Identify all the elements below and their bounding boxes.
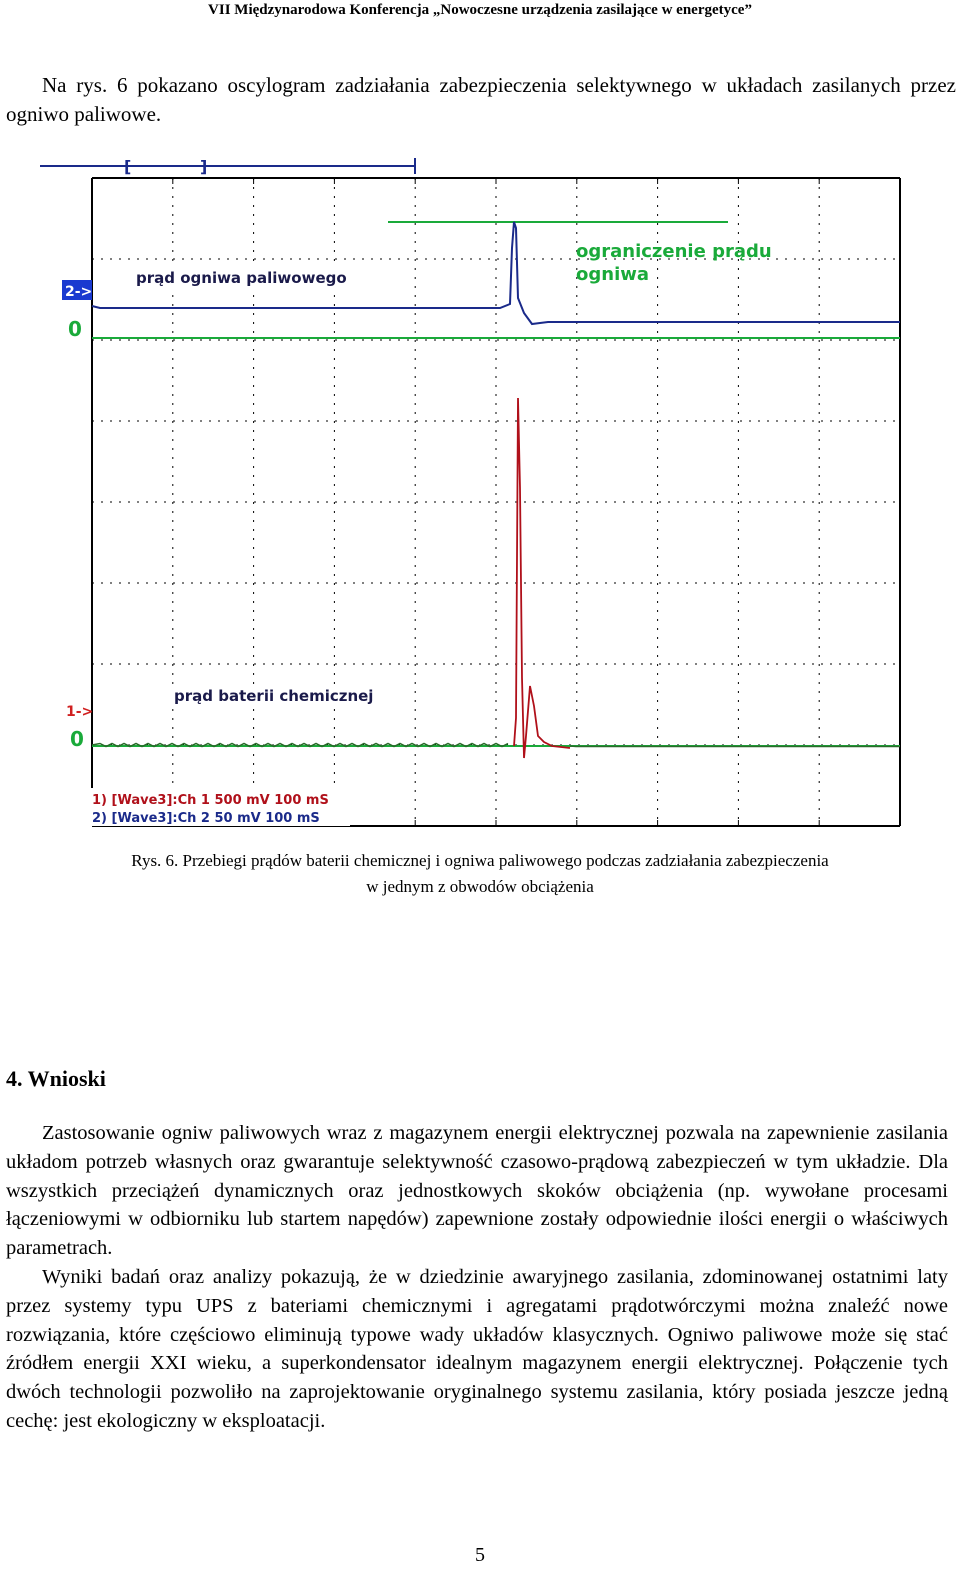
caption-line-1: Rys. 6. Przebiegi prądów baterii chemicznej i ogniwa paliwowego podczas zadziałania zabezpieczenia (131, 851, 829, 870)
status-line-ch1: 1) [Wave3]:Ch 1 500 mV 100 mS (92, 793, 329, 808)
page-number: 5 (475, 1544, 485, 1566)
current-limit-label-line2: ogniwa (576, 264, 650, 285)
paragraph-2: Wyniki badań oraz analizy pokazują, że w dziedzinie awaryjnego zasilania, zdominowanej ostatnimi laty przez systemy typu UPS z bateriami chemicznymi i agregatami prądotwórczymi można znaleźć nowe rozwiązania, które częściowo eliminują typowe wady układów klasycznych. Ogniwo paliwowe może się stać źródłem energii XXI wieku, a superkondensator idealnym magazynem energii elektrycznej. Połączenie tych dwóch technologii pozwoliło na zaprojektowanie oryginalnego systemu zasilania, który posiada jeszcze jedną cechę: jest ekologiczny w eksploatacji. (6, 1265, 948, 1432)
fuel-cell-current-label: prąd ogniwa paliwowego (136, 269, 347, 287)
ruler-bracket-right: ] (200, 158, 208, 176)
figure-caption (20, 848, 940, 900)
current-limit-label-line1: ograniczenie prądu (576, 241, 772, 262)
oscillogram (40, 158, 910, 830)
ch2-marker: 2-> (65, 284, 93, 300)
ruler-bracket-left: [ (124, 158, 132, 176)
ch2-zero-label: 0 (68, 317, 82, 341)
paragraph-1: Zastosowanie ogniw paliwowych wraz z magazynem energii elektrycznej pozwala na zapewnienie zasilania układom potrzeb własnych oraz gwarantuje selektywność czasowo-prądową zabezpieczeń w tym układzie. Dla wszystkich przeciążeń dynamicznych oraz jednostkowych skoków obciążenia (np. wywołane procesami łączeniowymi w odbiorniku lub startem napędów) zapewnione zostały odpowiednie ilości energii o właściwych parametrach. (6, 1122, 948, 1260)
battery-current-trace (514, 398, 570, 758)
section-body (6, 1119, 948, 1436)
ch1-marker: 1-> (66, 704, 94, 720)
ch1-zero-label: 0 (70, 727, 84, 751)
conference-header: VII Międzynarodowa Konferencja „Nowoczesne urządzenia zasilające w energetyce” (208, 2, 752, 18)
caption-line-2: w jednym z obwodów obciążenia (366, 877, 594, 896)
status-line-ch2: 2) [Wave3]:Ch 2 50 mV 100 mS (92, 811, 320, 826)
section-title: 4. Wnioski (6, 1066, 106, 1091)
oscillogram-figure (40, 158, 910, 830)
battery-current-label: prąd baterii chemicznej (174, 687, 374, 705)
intro-paragraph: Na rys. 6 pokazano oscylogram zadziałania zabezpieczenia selektywnego w układach zasilanych przez ogniwo paliwowe. (6, 73, 956, 126)
